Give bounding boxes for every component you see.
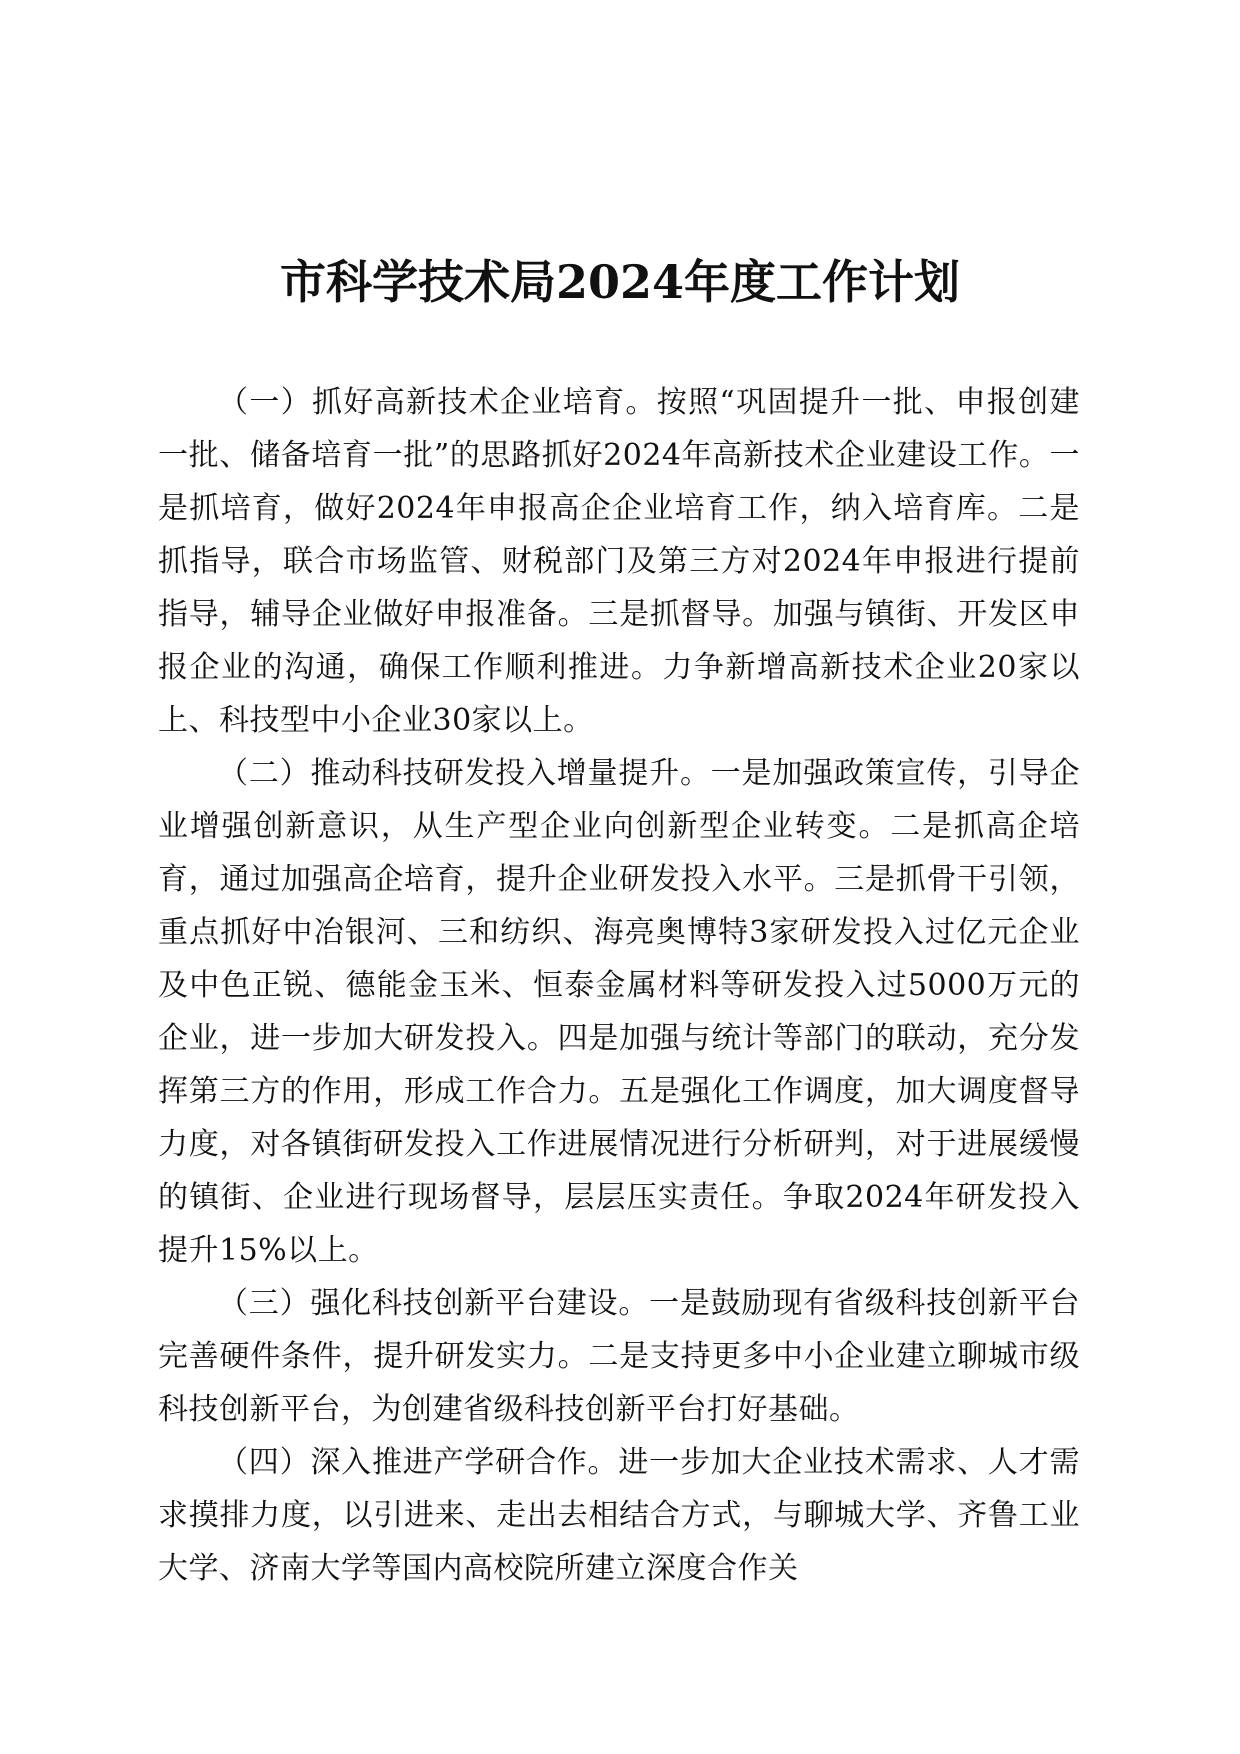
paragraph-3 xyxy=(158,1277,1080,1436)
paragraph-4 xyxy=(158,1436,1080,1595)
paragraph-heading: （二）推动科技研发投入增量提升。 xyxy=(218,756,711,791)
document-body xyxy=(158,376,1080,1595)
paragraph-heading: （四）深入推进产学研合作。 xyxy=(218,1445,619,1480)
paragraph-2 xyxy=(158,747,1080,1277)
paragraph-heading: （一）抓好高新技术企业培育。 xyxy=(218,385,657,420)
paragraph-text: 按照“巩固提升一批、申报创建一批、储备培育一批”的思路抓好2024年高新技术企业建设工作。一是抓培育，做好2024年申报高企企业培育工作，纳入培育库。二是抓指导，联合市场监管、财税部门及第三方对2024年申报进行提前指导，辅导企业做好申报准备。三是抓督导。加强与镇街、开发区申报企业的沟通，确保工作顺利推进。力争新增高新技术企业20家以上、科技型中小企业30家以上。 xyxy=(158,385,1080,738)
paragraph-heading: （三）强化科技创新平台建设。 xyxy=(218,1286,650,1321)
paragraph-text: 一是加强政策宣传，引导企业增强创新意识，从生产型企业向创新型企业转变。二是抓高企培育，通过加强高企培育，提升企业研发投入水平。三是抓骨干引领，重点抓好中冶银河、三和纺织、海亮奥博特3家研发投入过亿元企业及中色正锐、德能金玉米、恒泰金属材料等研发投入过5000万元的企业，进一步加大研发投入。四是加强与统计等部门的联动，充分发挥第三方的作用，形成工作合力。五是强化工作调度，加大调度督导力度，对各镇街研发投入工作进展情况进行分析研判，对于进展缓慢的镇街、企业进行现场督导，层层压实责任。争取2024年研发投入提升15%以上。 xyxy=(158,756,1081,1268)
paragraph-1 xyxy=(158,376,1080,747)
document-title: 市科学技术局2024年度工作计划 xyxy=(279,255,961,309)
paragraph-text: 一是鼓励现有省级科技创新平台完善硬件条件，提升研发实力。二是支持更多中小企业建立聊城市级科技创新平台，为创建省级科技创新平台打好基础。 xyxy=(158,1286,1081,1427)
paragraph-text: 进一步加大企业技术需求、人才需求摸排力度，以引进来、走出去相结合方式，与聊城大学、齐鲁工业大学、济南大学等国内高校院所建立深度合作关 xyxy=(158,1445,1081,1586)
